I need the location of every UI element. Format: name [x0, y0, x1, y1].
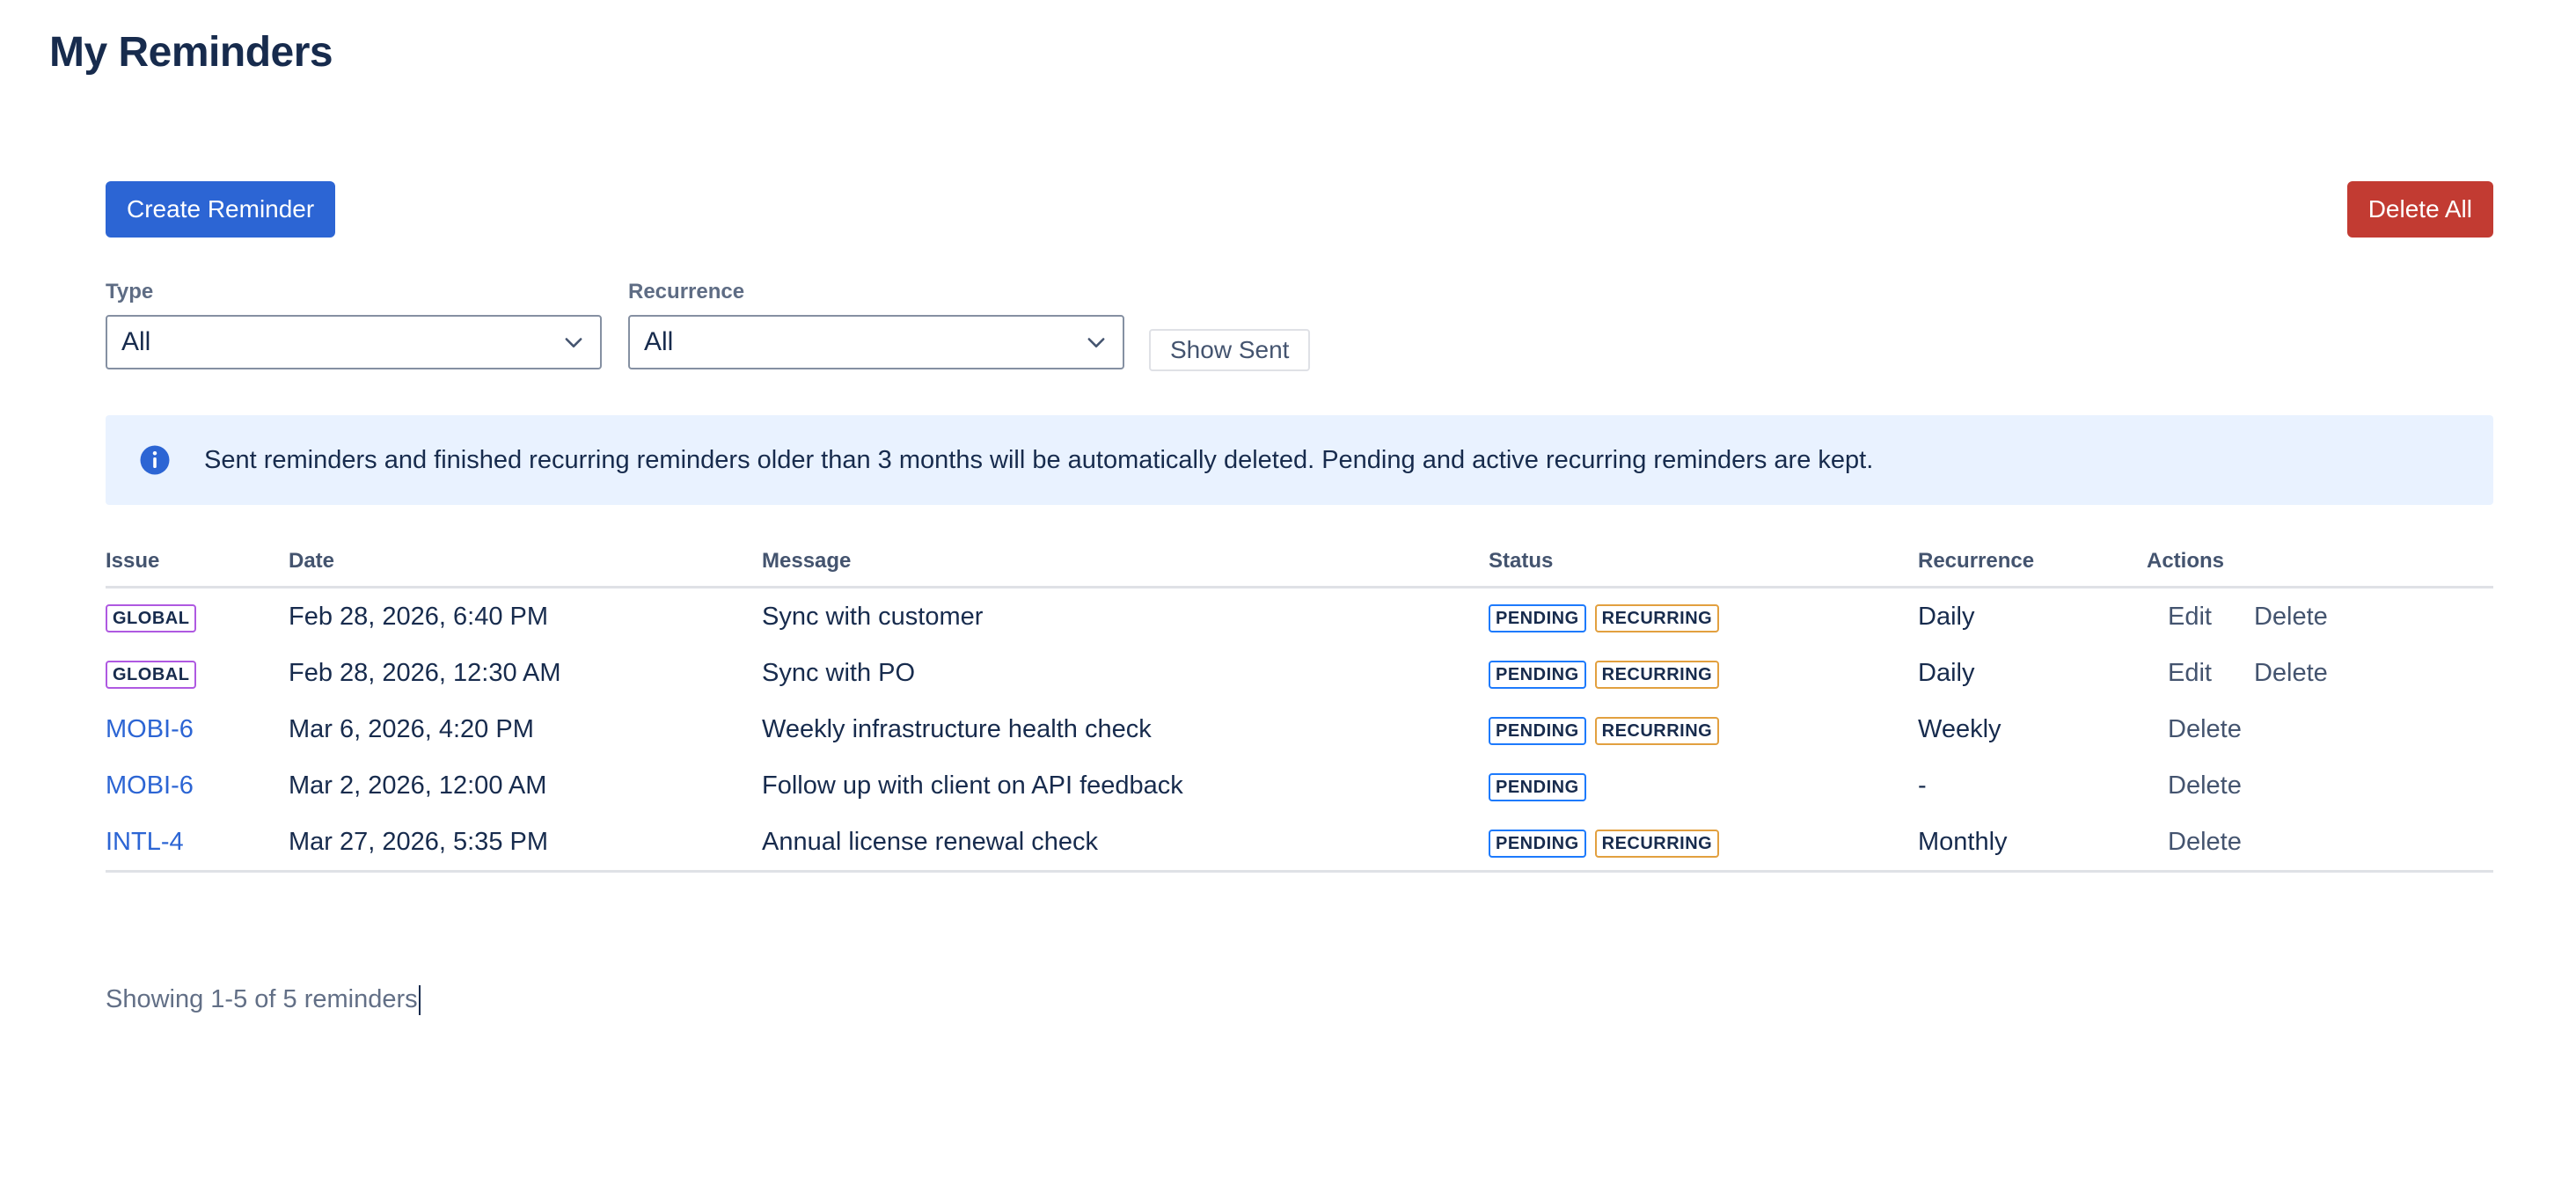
- chevron-down-icon: [561, 330, 586, 355]
- info-banner: [106, 415, 2493, 505]
- message-cell: Follow up with client on API feedback: [762, 771, 1183, 800]
- date-cell: Mar 27, 2026, 5:35 PM: [289, 814, 762, 872]
- recurrence-select[interactable]: [628, 315, 1124, 369]
- recurrence-filter-label: Recurrence: [628, 280, 745, 303]
- create-reminder-button[interactable]: Create Reminder: [106, 181, 335, 238]
- table-row: [106, 645, 2493, 701]
- info-text: Sent reminders and finished recurring reminders older than 3 months will be automatically deleted. Pending and active recurring reminders are kept.: [204, 445, 1874, 474]
- message-cell: Annual license renewal check: [762, 814, 1489, 872]
- recurring-badge: RECURRING: [1595, 661, 1720, 689]
- recurring-badge: RECURRING: [1595, 604, 1720, 632]
- delete-button[interactable]: Delete: [2233, 597, 2349, 637]
- global-badge: GLOBAL: [106, 604, 196, 632]
- issue-cell: [106, 645, 289, 701]
- column-header-date: Date: [289, 547, 762, 588]
- status-cell: [1489, 645, 1918, 701]
- column-header-status: Status: [1489, 547, 1918, 588]
- pagination-summary: [106, 985, 421, 1015]
- pending-badge: PENDING: [1489, 604, 1586, 632]
- recurrence-cell: Weekly: [1918, 714, 2002, 743]
- recurrence-cell: -: [1918, 771, 1927, 800]
- pending-badge: PENDING: [1489, 717, 1586, 745]
- pending-badge: PENDING: [1489, 661, 1586, 689]
- message-cell: Sync with PO: [762, 658, 916, 687]
- actions-cell: [2147, 645, 2493, 701]
- show-sent-button[interactable]: Show Sent: [1149, 329, 1310, 371]
- issue-link[interactable]: INTL-4: [106, 827, 184, 856]
- recurring-badge: RECURRING: [1595, 717, 1720, 745]
- actions-cell: [2147, 701, 2493, 757]
- table-row: [106, 701, 2493, 757]
- column-header-recurrence: Recurrence: [1918, 547, 2147, 588]
- date-cell: Feb 28, 2026, 6:40 PM: [289, 602, 549, 631]
- delete-button[interactable]: Delete: [2233, 654, 2349, 693]
- type-select[interactable]: [106, 315, 602, 369]
- pending-badge: PENDING: [1489, 830, 1586, 858]
- edit-button[interactable]: Edit: [2147, 597, 2233, 637]
- recurrence-cell: Daily: [1918, 658, 1975, 687]
- status-cell: [1489, 701, 1918, 757]
- issue-cell: [106, 588, 289, 646]
- recurrence-cell: Monthly: [1918, 814, 2147, 872]
- recurrence-cell: Daily: [1918, 602, 1975, 631]
- type-filter-label: Type: [106, 280, 154, 303]
- reminders-table: [106, 547, 2493, 873]
- issue-cell: [106, 701, 289, 757]
- date-cell: Feb 28, 2026, 12:30 AM: [289, 658, 561, 687]
- table-row: [106, 588, 2493, 646]
- global-badge: GLOBAL: [106, 661, 196, 689]
- column-header-issue: Issue: [106, 547, 289, 588]
- recurring-badge: RECURRING: [1595, 830, 1720, 858]
- table-row: [106, 814, 2493, 872]
- delete-button[interactable]: Delete: [2147, 822, 2263, 862]
- type-select-value: All: [121, 327, 151, 356]
- issue-cell: [106, 757, 289, 814]
- pagination-text: Showing 1-5 of 5 reminders: [106, 985, 418, 1013]
- date-cell: Mar 6, 2026, 4:20 PM: [289, 714, 534, 743]
- page-title: My Reminders: [49, 29, 333, 76]
- message-cell: Sync with customer: [762, 602, 984, 631]
- column-header-message: Message: [762, 547, 1489, 588]
- actions-cell: [2147, 757, 2493, 814]
- edit-button[interactable]: Edit: [2147, 654, 2233, 693]
- column-header-actions: Actions: [2147, 547, 2493, 588]
- delete-button[interactable]: Delete: [2147, 710, 2263, 749]
- message-cell: Weekly infrastructure health check: [762, 714, 1152, 743]
- issue-link[interactable]: MOBI-6: [106, 771, 194, 800]
- actions-cell: [2147, 588, 2493, 646]
- info-icon: [139, 444, 171, 476]
- status-cell: [1489, 588, 1918, 646]
- status-cell: [1489, 757, 1918, 814]
- date-cell: Mar 2, 2026, 12:00 AM: [289, 771, 547, 800]
- delete-button[interactable]: Delete: [2147, 766, 2263, 806]
- delete-all-button[interactable]: Delete All: [2347, 181, 2493, 238]
- pending-badge: PENDING: [1489, 773, 1586, 801]
- recurrence-select-value: All: [644, 327, 674, 356]
- text-cursor: [419, 985, 421, 1015]
- table-row: [106, 757, 2493, 814]
- issue-link[interactable]: MOBI-6: [106, 714, 194, 743]
- actions-cell: [2147, 814, 2493, 872]
- chevron-down-icon: [1084, 330, 1109, 355]
- table-header-row: [106, 547, 2493, 588]
- status-cell: [1489, 814, 1918, 872]
- issue-cell: [106, 814, 289, 872]
